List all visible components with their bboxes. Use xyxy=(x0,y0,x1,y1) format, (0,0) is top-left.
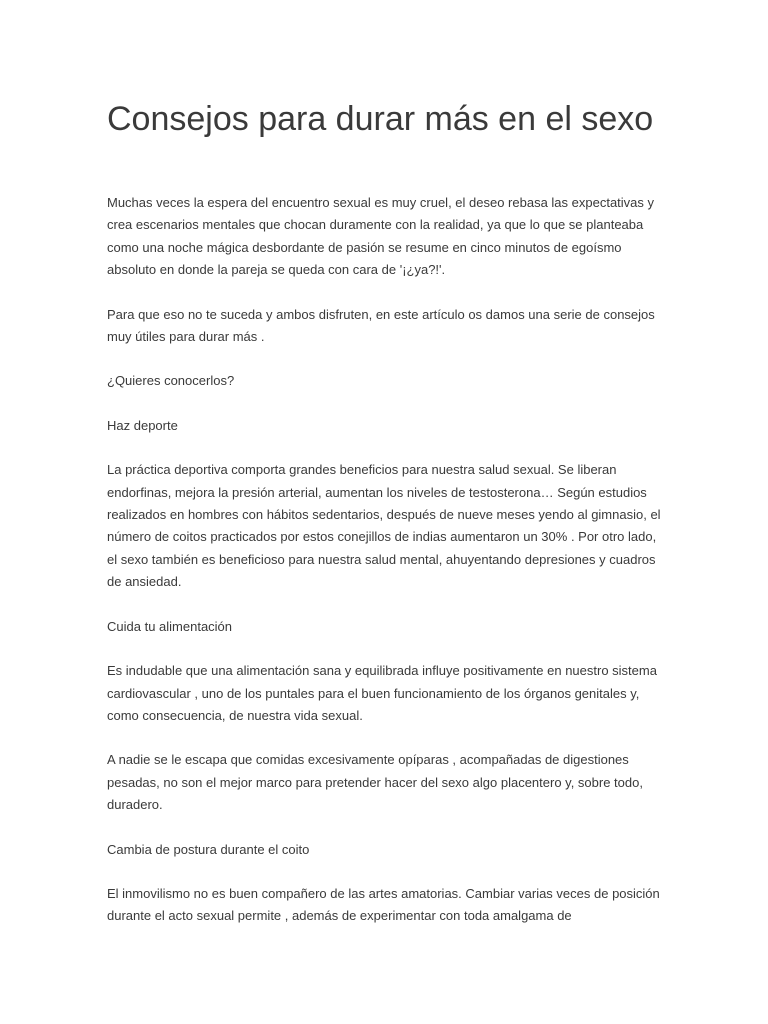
paragraph: Para que eso no te suceda y ambos disfruten, en este artículo os damos una serie de consejos muy útiles para durar más . xyxy=(107,306,655,345)
paragraph-question: ¿Quieres conocerlos? xyxy=(107,373,235,389)
paragraph-intro: Muchas veces la espera del encuentro sexual es muy cruel, el deseo rebasa las expectativas y crea escenarios mentales que chocan duramente con la realidad, ya que lo que se planteaba como una noche mágica desbordante de pasión se resume en cinco minutos de egoísmo absoluto en donde la pareja se queda con cara de '¡¿ya?!'. xyxy=(107,195,655,278)
section-heading-postura: Cambia de postura durante el coito xyxy=(107,841,310,857)
article-body xyxy=(107,192,663,950)
paragraph: El inmovilismo no es buen compañero de las artes amatorias. Cambiar varias veces de posición durante el acto sexual permite , además de experimentar con toda amalgama de xyxy=(107,885,660,924)
paragraph: La práctica deportiva comporta grandes beneficios para nuestra salud sexual. Se liberan endorfinas, mejora la presión arterial, aumentan los niveles de testosterona… Según estudios realizados en hombres con hábitos sedentarios, después de nueve meses yendo al gimnasio, el número de coitos practicados por estos conejillos de indias aumentaron un 30% . Por otro lado, el sexo también es beneficioso para nuestra salud mental, ahuyentando depresiones y cuadros de ansiedad. xyxy=(107,462,661,590)
section-heading-deporte: Haz deporte xyxy=(107,417,178,433)
page-title: Consejos para durar más en el sexo xyxy=(107,100,654,138)
paragraph: Es indudable que una alimentación sana y equilibrada influye positivamente en nuestro sistema cardiovascular , uno de los puntales para el buen funcionamiento de los órganos genitales y, como consecuencia, de nuestra vida sexual. xyxy=(107,663,657,723)
paragraph: A nadie se le escapa que comidas excesivamente opíparas , acompañadas de digestiones pesadas, no son el mejor marco para pretender hacer del sexo algo placentero y, sobre todo, duradero. xyxy=(107,752,643,813)
section-heading-alimentacion: Cuida tu alimentación xyxy=(107,618,233,634)
